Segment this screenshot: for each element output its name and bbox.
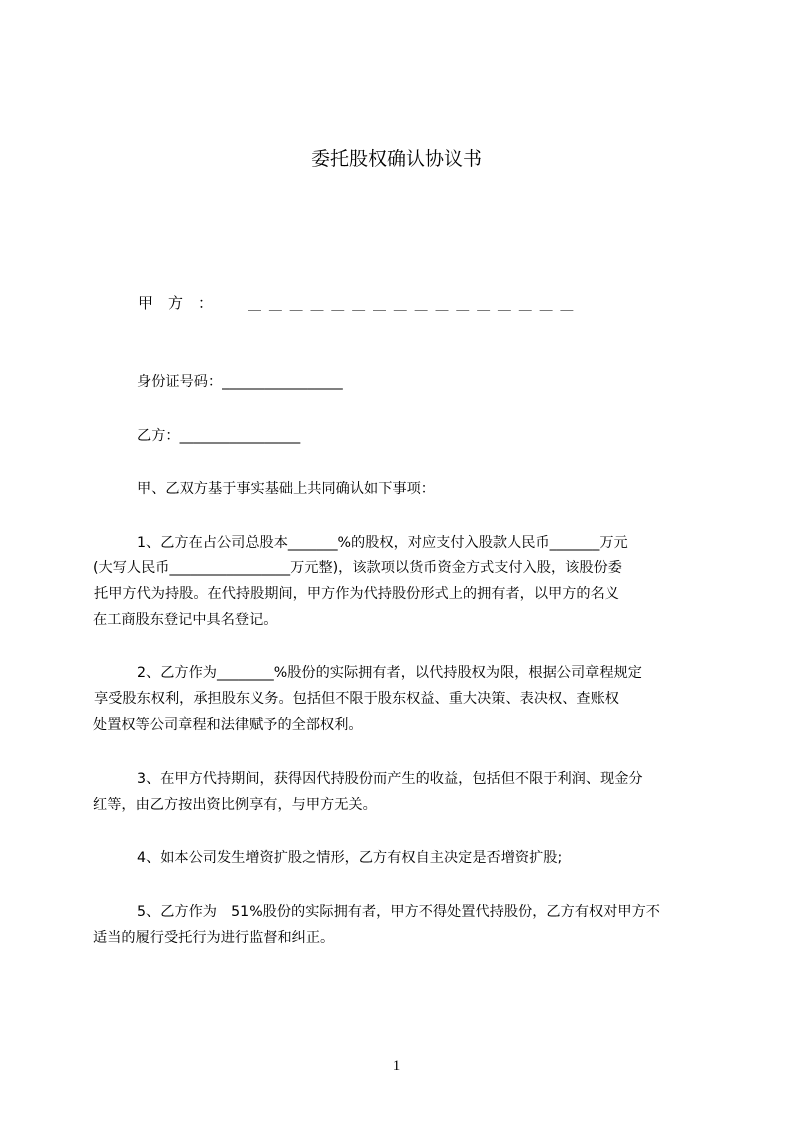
party-a-label: 甲 方 ：	[138, 294, 214, 312]
clause-5-line: 5、乙方作为 51%股份的实际拥有者，甲方不得处置代持股份，乙方有权对甲方不	[137, 904, 660, 920]
clause-1-line: 在工商股东登记中具名登记。	[93, 612, 278, 628]
clause-5-line: 适当的履行受托行为进行监督和纠正。	[93, 930, 335, 946]
clause-3-line: 3、在甲方代持期间，获得因代持股份而产生的收益，包括但不限于利润、现金分	[137, 771, 643, 787]
id-number-line: 身份证号码：_________________	[137, 374, 343, 390]
clause-1-line: 1、乙方在占公司总股本_______%的股权，对应支付入股款人民币_______万元	[137, 535, 628, 551]
page-number: 1	[392, 1058, 401, 1074]
intro-paragraph: 甲、乙双方基于事实基础上共同确认如下事项：	[137, 481, 435, 497]
clause-2-line: 享受股东权利，承担股东义务。包括但不限于股东权益、重大决策、表决权、查账权	[94, 691, 619, 707]
document-title: 委托股权确认协议书	[310, 148, 482, 170]
clause-4-line: 4、如本公司发生增资扩股之情形，乙方有权自主决定是否增资扩股;	[137, 850, 563, 866]
party-a-fill-line: ＿ ＿ ＿ ＿ ＿ ＿ ＿ ＿ ＿ ＿ ＿ ＿ ＿ ＿ ＿ ＿	[248, 298, 574, 313]
clause-1-line: (大写人民币_________________万元整)，该款项以货币资金方式支付入股，该股份委	[93, 560, 622, 576]
clause-2-line: 处置权等公司章程和法律赋予的全部权利。	[93, 717, 363, 733]
clause-1-line: 托甲方代为持股。在代持股期间，甲方作为代持股份形式上的拥有者，以甲方的名义	[94, 586, 619, 602]
clause-3-line: 红等，由乙方按出资比例享有，与甲方无关。	[93, 797, 377, 813]
clause-2-line: 2、乙方作为________%股份的实际拥有者，以代持股权为限，根据公司章程规定	[137, 665, 642, 681]
party-b-line: 乙方：_________________	[137, 428, 301, 444]
